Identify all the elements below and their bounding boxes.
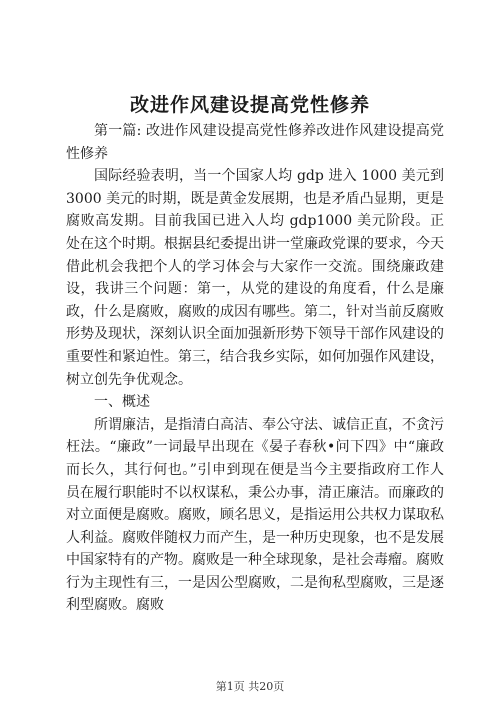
document-body	[66, 120, 444, 617]
section-heading-overview: 一、概述	[94, 394, 150, 411]
document-title: 改进作风建设提高党性修养	[129, 94, 370, 116]
paragraph-definition: 所谓廉洁，是指清白高洁、奉公守法、诚信正直，不贪污枉法。“廉政”一词最早出现在《晏子春秋•问下四》中“廉政而长久，其行何也。”引申到现在便是当今主要指政府工作人员在履行职能时不以权谋私，秉公办事，清正廉洁。而廉政的对立面便是腐败。腐败，顾名思义，是指运用公共权力谋取私人利益。腐败伴随权力而产生，是一种历史现象，也不是发展中国家特有的产物。腐败是一种全球现象，是社会毒瘤。腐败行为主现性有三，一是因公型腐败，二是徇私型腐败，三是逐利型腐败。腐败	[66, 416, 444, 614]
paragraph-heading: 第一篇: 改进作风建设提高党性修养改进作风建设提高党性修养	[66, 123, 444, 162]
page-number-footer: 第1页 共20页	[215, 680, 285, 693]
paragraph-intro: 国际经验表明，当一个国家人均 gdp 进入 1000 美元到 3000 美元的时期，既是黄金发展期，也是矛盾凸显期，更是腐败高发期。目前我国已进入人均 gdp1000 美元阶段。正处在这个时期。根据县纪委提出讲一堂廉政党课的要求，今天借此机会我把个人的学习体会与大家作一交流。围绕廉政建设，我讲三个问题：第一，从党的建设的角度看，什么是廉政，什么是腐败，腐败的成因有哪些。第二，针对当前反腐败形势及现状，深刻认识全面加强新形势下领导干部作风建设的重要性和紧迫性。第三，结合我乡实际，如何加强作风建设，树立创先争优观念。	[66, 168, 444, 388]
